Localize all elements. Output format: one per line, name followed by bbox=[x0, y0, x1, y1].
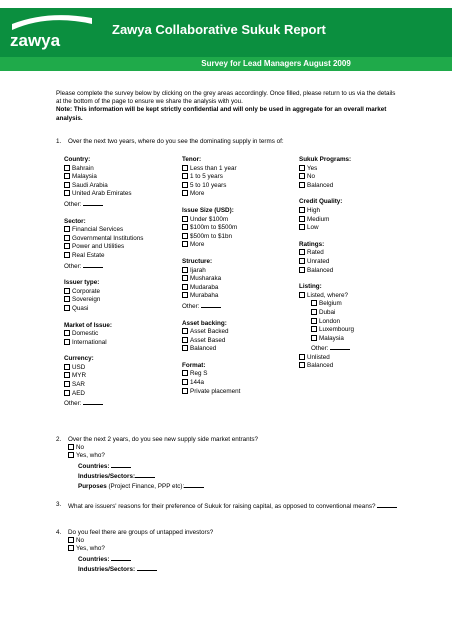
checkbox-5-to-10-years[interactable]: 5 to 10 years bbox=[182, 182, 240, 191]
checkbox-credit-medium[interactable]: Medium bbox=[299, 216, 354, 225]
checkbox-programs-balanced[interactable]: Balanced bbox=[299, 182, 354, 191]
checkbox-governmental[interactable]: Governmental Institutions bbox=[64, 235, 143, 244]
checkbox-malaysia-exchange[interactable]: Malaysia bbox=[299, 335, 354, 344]
issue-size-heading: Issue Size (USD): bbox=[182, 206, 234, 214]
intro-text bbox=[56, 90, 401, 123]
country-heading: Country: bbox=[64, 156, 91, 163]
q1-column-1 bbox=[64, 156, 143, 409]
checkbox-power-utilities[interactable]: Power and Utilities bbox=[64, 243, 143, 252]
report-title: Zawya Collaborative Sukuk Report bbox=[112, 22, 326, 37]
currency-heading: Currency: bbox=[64, 355, 94, 363]
checkbox-quasi[interactable]: Quasi bbox=[64, 305, 143, 314]
checkbox-size-more[interactable]: More bbox=[182, 241, 240, 250]
checkbox-international[interactable]: International bbox=[64, 339, 143, 348]
q2-checkbox-no[interactable]: No bbox=[56, 444, 258, 452]
q2-checkbox-yes[interactable]: Yes, who? bbox=[56, 452, 258, 460]
checkbox-london[interactable]: London bbox=[299, 318, 354, 327]
checkbox-private-placement[interactable]: Private placement bbox=[182, 388, 240, 397]
format-heading: Format: bbox=[182, 361, 206, 369]
checkbox-unlisted[interactable]: Unlisted bbox=[299, 354, 354, 363]
checkbox-listed[interactable]: Listed, where? bbox=[299, 292, 354, 301]
checkbox-asset-backed[interactable]: Asset Backed bbox=[182, 328, 240, 337]
checkbox-asset-balanced[interactable]: Balanced bbox=[182, 345, 240, 354]
question-4: 4. Do you feel there are groups of untapped investors? No Yes, who? Countries: Industries/Sectors: bbox=[56, 529, 214, 573]
zawya-logo bbox=[8, 12, 96, 50]
checkbox-1-to-5-years[interactable]: 1 to 5 years bbox=[182, 173, 240, 182]
checkbox-uae[interactable]: United Arab Emirates bbox=[64, 190, 143, 199]
country-other-field[interactable]: Other: bbox=[64, 199, 143, 210]
checkbox-sovereign[interactable]: Sovereign bbox=[64, 296, 143, 305]
market-of-issue-heading: Market of Issue: bbox=[64, 321, 112, 329]
sector-heading: Sector: bbox=[64, 217, 86, 225]
checkbox-usd[interactable]: USD bbox=[64, 364, 143, 373]
question-2: 2. Over the next 2 years, do you see new supply side market entrants? No Yes, who? Countries: Industries/Sectors: Purposes (Project Finance, PPP etc): bbox=[56, 436, 259, 491]
currency-other-field[interactable]: Other: bbox=[64, 398, 143, 409]
checkbox-malaysia[interactable]: Malaysia bbox=[64, 173, 143, 182]
checkbox-credit-high[interactable]: High bbox=[299, 207, 354, 216]
credit-quality-heading: Credit Quality: bbox=[299, 198, 343, 206]
survey-subtitle: Survey for Lead Managers August 2009 bbox=[201, 59, 351, 68]
q2-industries-field[interactable]: Industries/Sectors: bbox=[56, 471, 258, 481]
checkbox-ratings-balanced[interactable]: Balanced bbox=[299, 267, 354, 276]
checkbox-sar[interactable]: SAR bbox=[64, 381, 143, 390]
structure-heading: Structure: bbox=[182, 257, 213, 265]
checkbox-domestic[interactable]: Domestic bbox=[64, 330, 143, 339]
checkbox-corporate[interactable]: Corporate bbox=[64, 288, 143, 297]
q1-column-2 bbox=[182, 156, 240, 396]
q4-checkbox-yes[interactable]: Yes, who? bbox=[56, 545, 213, 553]
checkbox-financial-services[interactable]: Financial Services bbox=[64, 226, 143, 235]
issuer-type-heading: Issuer type: bbox=[64, 279, 100, 287]
checkbox-credit-low[interactable]: Low bbox=[299, 224, 354, 233]
checkbox-programs-no[interactable]: No bbox=[299, 173, 354, 182]
checkbox-myr[interactable]: MYR bbox=[64, 372, 143, 381]
checkbox-ijarah[interactable]: Ijarah bbox=[182, 267, 240, 276]
question-1: 1. Over the next two years, where do you see the dominating supply in terms of: bbox=[56, 138, 284, 145]
checkbox-asset-based[interactable]: Asset Based bbox=[182, 337, 240, 346]
checkbox-listing-balanced[interactable]: Balanced bbox=[299, 362, 354, 371]
listing-heading: Listing: bbox=[299, 283, 322, 291]
sector-other-field[interactable]: Other: bbox=[64, 261, 143, 272]
checkbox-unrated[interactable]: Unrated bbox=[299, 258, 354, 267]
q4-countries-field[interactable]: Countries: bbox=[56, 554, 213, 564]
checkbox-mudaraba[interactable]: Mudaraba bbox=[182, 284, 240, 293]
checkbox-murabaha[interactable]: Murabaha bbox=[182, 292, 240, 301]
checkbox-less-than-1-year[interactable]: Less than 1 year bbox=[182, 165, 240, 174]
checkbox-500m-1bn[interactable]: $500m to $1bn bbox=[182, 233, 240, 242]
checkbox-rated[interactable]: Rated bbox=[299, 249, 354, 258]
q3-answer-field[interactable] bbox=[377, 501, 397, 508]
intro-instructions: Please complete the survey below by clicking on the grey areas accordingly. Once filled, please return to us via the details at the bottom of the page to ensure we share the analysis with you. bbox=[56, 90, 396, 106]
checkbox-programs-yes[interactable]: Yes bbox=[299, 165, 354, 174]
q2-purposes-field[interactable]: Purposes (Project Finance, PPP etc): bbox=[56, 481, 258, 491]
q1-column-3 bbox=[299, 156, 354, 371]
checkbox-144a[interactable]: 144a bbox=[182, 379, 240, 388]
checkbox-musharaka[interactable]: Musharaka bbox=[182, 275, 240, 284]
intro-note: Note: This information will be kept strictly confidential and will only be used in aggregate for an overall market analysis. bbox=[56, 106, 387, 122]
listing-other-field[interactable]: Other: bbox=[299, 343, 354, 354]
q4-checkbox-no[interactable]: No bbox=[56, 537, 213, 545]
checkbox-dubai[interactable]: Dubai bbox=[299, 309, 354, 318]
checkbox-bahrain[interactable]: Bahrain bbox=[64, 165, 143, 174]
structure-other-field[interactable]: Other: bbox=[182, 301, 240, 312]
tenor-heading: Tenor: bbox=[182, 156, 202, 163]
q4-industries-field[interactable]: Industries/Sectors: bbox=[56, 564, 213, 574]
checkbox-100m-500m[interactable]: $100m to $500m bbox=[182, 224, 240, 233]
question-3: 3. What are issuers' reasons for their preference of Sukuk for raising capital, as opposed to conventional means? bbox=[56, 501, 401, 511]
checkbox-luxembourg[interactable]: Luxembourg bbox=[299, 326, 354, 335]
checkbox-tenor-more[interactable]: More bbox=[182, 190, 240, 199]
asset-backing-heading: Asset backing: bbox=[182, 319, 227, 327]
ratings-heading: Ratings: bbox=[299, 240, 325, 248]
checkbox-reg-s[interactable]: Reg S bbox=[182, 370, 240, 379]
checkbox-saudi-arabia[interactable]: Saudi Arabia bbox=[64, 182, 143, 191]
sukuk-programs-heading: Sukuk Programs: bbox=[299, 156, 352, 163]
q2-countries-field[interactable]: Countries: bbox=[56, 461, 258, 471]
checkbox-real-estate[interactable]: Real Estate bbox=[64, 252, 143, 261]
svg-text:zawya: zawya bbox=[10, 31, 61, 50]
checkbox-belgium[interactable]: Belgium bbox=[299, 300, 354, 309]
checkbox-under-100m[interactable]: Under $100m bbox=[182, 216, 240, 225]
checkbox-aed[interactable]: AED bbox=[64, 390, 143, 399]
